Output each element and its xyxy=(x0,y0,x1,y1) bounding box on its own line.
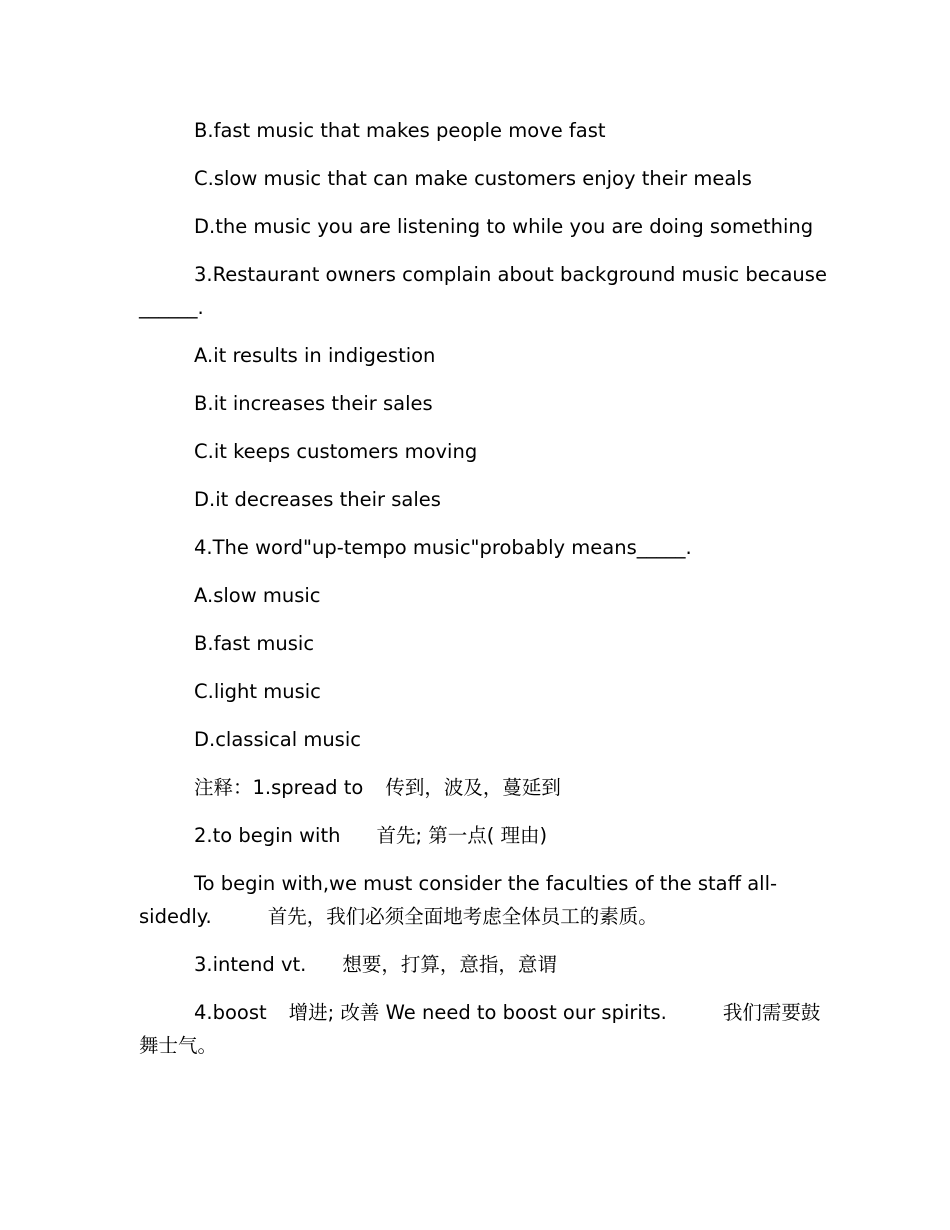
note-4 xyxy=(139,996,839,1062)
q2-option-c: C.slow music that can make customers enjoy their meals xyxy=(194,167,752,190)
q4-option-c: C.light music xyxy=(194,680,321,703)
q2-option-d: D.the music you are listening to while you are doing something xyxy=(194,215,814,238)
q3-option-d: D.it decreases their sales xyxy=(194,488,441,511)
q4-option-b: B.fast music xyxy=(194,632,315,655)
note-2-example-zh: 首先，我们必须全面地考虑全体员工的素质。 xyxy=(267,905,658,928)
note-4-example-en: We need to boost our spirits. xyxy=(385,1001,667,1024)
q4-option-d: D.classical music xyxy=(194,728,361,751)
q4-stem: 4.The word"up-tempo music"probably means_____. xyxy=(194,536,692,559)
note-3 xyxy=(139,948,839,981)
q3-option-b: B.it increases their sales xyxy=(194,392,433,415)
note-2-term: 2.to begin with xyxy=(194,824,341,847)
q3-stem: 3.Restaurant owners complain about background music because ______. xyxy=(139,263,827,319)
note-4-meaning: 增进; 改善 xyxy=(288,1001,380,1024)
q3-option-a: A.it results in indigestion xyxy=(194,344,436,367)
note-1-term: 注释：1.spread to xyxy=(194,776,364,799)
note-2 xyxy=(139,819,839,852)
q4-option-a: A.slow music xyxy=(194,584,321,607)
document-body xyxy=(139,114,839,1077)
note-3-term: 3.intend vt. xyxy=(194,953,307,976)
note-1-meaning: 传到，波及，蔓延到 xyxy=(385,776,561,799)
note-2-example xyxy=(139,867,839,933)
note-3-meaning: 想要，打算，意指，意谓 xyxy=(342,953,557,976)
note-4-example-zh: 我们需要鼓舞士气。 xyxy=(139,1001,821,1057)
q3-option-c: C.it keeps customers moving xyxy=(194,440,478,463)
note-4-term: 4.boost xyxy=(194,1001,267,1024)
note-2-example-en: To begin with,we must consider the faculties of the staff all-sidedly. xyxy=(139,872,778,928)
note-1 xyxy=(139,771,839,804)
q2-option-b: B.fast music that makes people move fast xyxy=(194,119,606,142)
note-2-meaning: 首先; 第一点( 理由) xyxy=(376,824,548,847)
